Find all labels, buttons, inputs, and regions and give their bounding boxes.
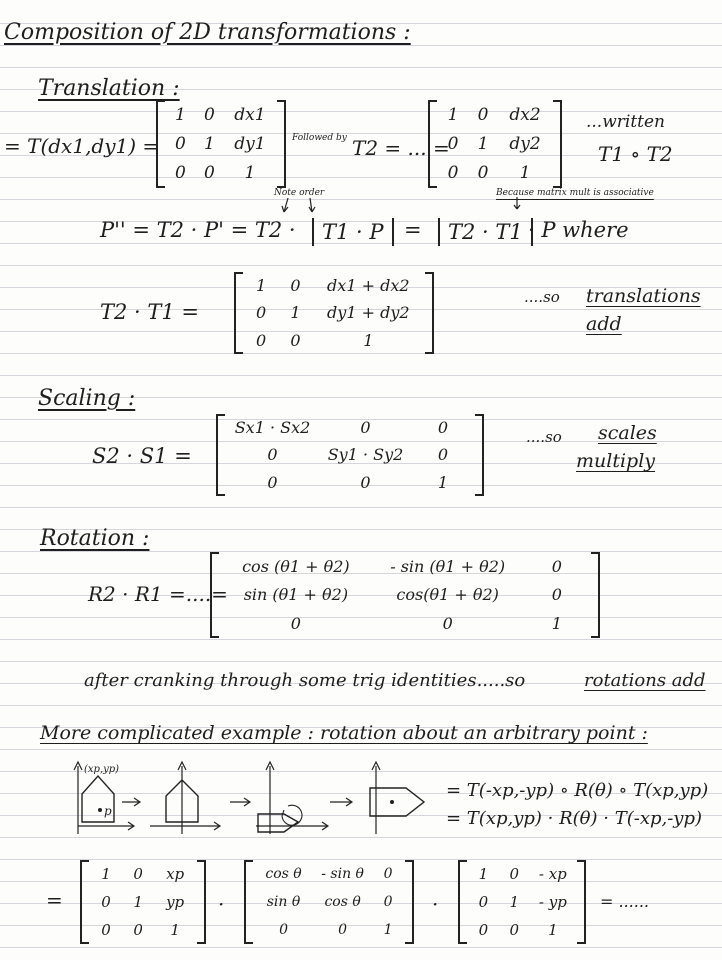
matrix-t1-cells (156, 100, 286, 188)
scaling-heading: Scaling : (38, 386, 136, 411)
matrix-t2-cells (428, 100, 562, 188)
matrix-cell: 0 (204, 104, 215, 125)
matrix-cell: 0 (442, 614, 453, 634)
equals-sign: = (404, 218, 422, 242)
followed-by-note: Followed by (292, 133, 347, 143)
matrix-translate-back-cells (80, 860, 206, 944)
matrix-cell: 1 (244, 163, 256, 184)
matrix-cell: dy2 (509, 133, 541, 154)
matrix-cell: 1 (447, 104, 459, 125)
p-double-prime-equation: P'' = T2 · P' = T2 · (100, 218, 296, 242)
associative-arrow-icon (510, 196, 524, 212)
matrix-translate-to-origin (458, 860, 586, 944)
matrix-cell: 0 (279, 922, 288, 938)
note-order-arrows-icon (280, 196, 320, 218)
matrix-cell: 0 (447, 163, 459, 184)
matrix-cell: 1 (548, 921, 558, 939)
matrix-cell: 0 (267, 445, 278, 465)
matrix-scaling-cells (216, 414, 484, 496)
matrix-cell: 0 (204, 163, 215, 184)
matrix-cell: 0 (477, 104, 489, 125)
rotation-conclusion: after cranking through some trig identities.....so (84, 670, 526, 691)
note-order-label: Note order (274, 188, 325, 198)
page-title: Composition of 2D transformations : (4, 20, 411, 45)
matrix-cell: 0 (478, 921, 489, 939)
matrix-scaling (216, 414, 484, 496)
matrix-cell: 0 (133, 865, 143, 883)
matrix-cell: 0 (256, 330, 267, 350)
matrix-cell: 1 (383, 922, 393, 938)
composition-equation-2: = T(xp,yp) · R(θ) · T(-xp,-yp) (446, 808, 703, 829)
matrix-cell: 0 (290, 276, 301, 296)
translation-heading: Translation : (38, 76, 180, 101)
matrix-t2 (428, 100, 562, 188)
matrix-cell: - sin (θ1 + θ2) (390, 556, 506, 576)
matrix-cell: 1 (519, 163, 531, 184)
t2-t1-product-lhs: T2 · T1 = (100, 300, 200, 324)
matrix-cell: dx2 (509, 104, 541, 125)
matrix-cell: 1 (101, 865, 111, 883)
matrix-cell: 0 (509, 921, 520, 939)
matrix-cell: 0 (267, 472, 278, 492)
matrix-t2-t1 (234, 272, 434, 354)
final-continuation: = ...... (600, 892, 650, 911)
matrix-cell: cos (θ1 + θ2) (242, 556, 350, 576)
matrix-cell: 1 (509, 893, 520, 911)
matrix-cell: 0 (437, 418, 449, 438)
matrix-cell: yp (166, 893, 185, 911)
times-p-where: · P where (528, 218, 629, 242)
matrix-rotate (244, 860, 414, 944)
matrix-cell: 1 (363, 330, 374, 350)
matrix-cell: 0 (478, 893, 489, 911)
t2-definition: T2 = ... = (352, 136, 450, 160)
matrix-cell: 0 (447, 133, 459, 154)
matrix-cell: 0 (551, 556, 562, 576)
matrix-cell: 0 (383, 866, 393, 882)
translations-so: ....so (524, 288, 560, 306)
example-heading: More complicated example : rotation about an arbitrary point : (40, 722, 648, 744)
scales-emphasis: scales (598, 422, 657, 444)
matrix-cell: 0 (290, 330, 301, 350)
matrix-cell: 1 (133, 893, 143, 911)
matrix-cell: sin θ (266, 894, 301, 910)
written-expression: T1 ∘ T2 (598, 142, 673, 166)
p-label: p (104, 804, 112, 818)
matrix-cell: 0 (360, 418, 371, 438)
matrix-cell: 0 (175, 163, 186, 184)
matrix-cell: Sx1 · Sx2 (234, 418, 311, 438)
matrix-cell: 1 (256, 276, 267, 296)
matrix-rotation-cells (210, 552, 600, 638)
matrix-cell: 0 (551, 585, 562, 605)
matrix-cell: dx1 (234, 104, 266, 125)
matrix-cell: 0 (101, 893, 111, 911)
matrix-cell: 1 (478, 865, 489, 883)
matrix-cell: dy1 (234, 133, 266, 154)
matrix-cell: 0 (437, 445, 449, 465)
matrix-cell: - yp (538, 893, 567, 911)
matrix-cell: 0 (256, 303, 267, 323)
matrix-translate-back (80, 860, 206, 944)
rotation-steps-diagram-icon (70, 758, 430, 838)
t2-times-t1: T2 · T1 (438, 218, 533, 246)
matrix-cell: 0 (477, 163, 489, 184)
matrix-cell: 0 (175, 133, 186, 154)
matrix-cell: 1 (290, 303, 301, 323)
multiply-emphasis: multiply (576, 450, 656, 472)
matrix-t2-t1-cells (234, 272, 434, 354)
matrix-cell: xp (166, 865, 185, 883)
matrix-cell: 0 (509, 865, 520, 883)
matrix-rotate-cells (244, 860, 414, 944)
matrix-cell: sin (θ1 + θ2) (243, 585, 349, 605)
matrix-cell: Sy1 · Sy2 (327, 445, 404, 465)
matrix-rotation (210, 552, 600, 638)
matrix-cell: cos θ (324, 894, 361, 910)
associative-note: Because matrix mult is associative (496, 188, 654, 198)
matrix-cell: dy1 + dy2 (327, 303, 410, 323)
composition-equation-1: = T(-xp,-yp) ∘ R(θ) ∘ T(xp,yp) (446, 780, 709, 801)
matrix-t1 (156, 100, 286, 188)
t1-definition: = T(dx1,dy1) = (4, 134, 160, 158)
matrix-cell: cos θ (265, 866, 302, 882)
matrix-cell: 0 (133, 921, 143, 939)
translations-add-emphasis: translations add (586, 285, 701, 335)
matrix-cell: 1 (204, 133, 215, 154)
matrix-cell: 1 (175, 104, 186, 125)
rotation-product-lhs: R2 · R1 =....= (88, 582, 228, 606)
point-label: (xp,yp) (84, 764, 120, 775)
multiply-dot: · (218, 892, 225, 916)
multiply-dot: · (432, 892, 439, 916)
matrix-cell: 1 (551, 614, 562, 634)
written-note: ...written (586, 112, 665, 132)
matrix-cell: 0 (290, 614, 301, 634)
matrix-cell: 0 (383, 894, 393, 910)
matrix-cell: cos(θ1 + θ2) (396, 585, 499, 605)
matrix-cell: 1 (170, 921, 180, 939)
scales-so: ....so (526, 428, 562, 446)
matrix-cell: 0 (360, 472, 371, 492)
matrix-translate-to-origin-cells (458, 860, 586, 944)
matrix-cell: 0 (338, 922, 348, 938)
rotation-heading: Rotation : (40, 526, 150, 551)
matrix-cell: 0 (101, 921, 111, 939)
t1-times-p: T1 · P (312, 218, 394, 246)
matrix-cell: 1 (477, 133, 489, 154)
rotations-add-emphasis: rotations add (584, 670, 706, 691)
matrix-cell: dx1 + dx2 (327, 276, 410, 296)
scaling-product-lhs: S2 · S1 = (92, 444, 192, 468)
matrix-cell: - sin θ (321, 866, 364, 882)
final-equals: = (46, 888, 63, 912)
matrix-cell: - xp (538, 865, 567, 883)
matrix-cell: 1 (437, 472, 449, 492)
